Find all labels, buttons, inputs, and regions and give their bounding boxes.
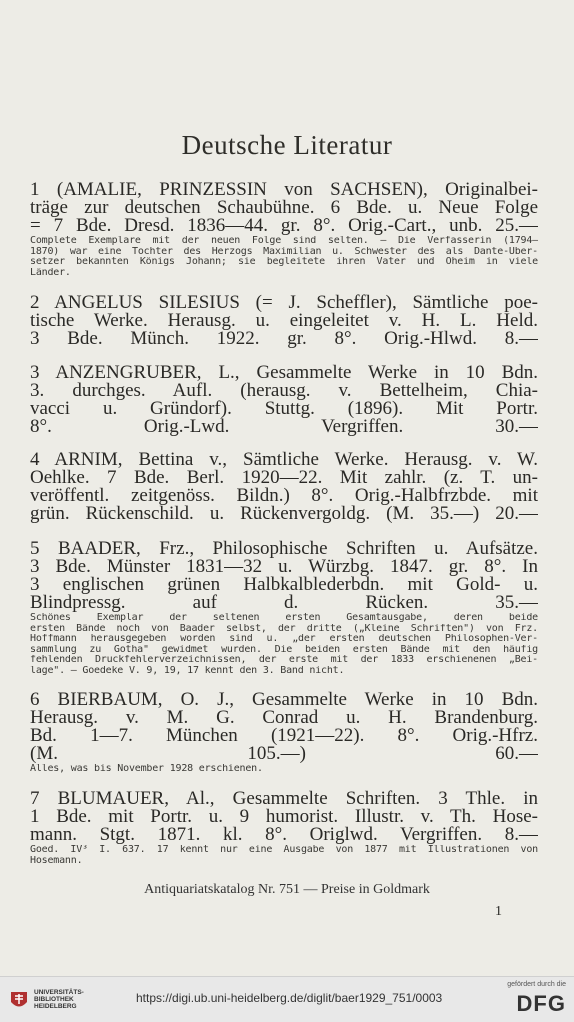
entry-note-line: fehlenden Druckfehlerverzeichnissen, der erste mit der 1833 erschienenen „Bei- <box>30 655 538 665</box>
entry-note-line: Schönes Exemplar der seltenen ersten Gesamtausgabe, deren beide <box>30 613 538 623</box>
entry-note-line: sammlung zu Gotha" gewidmet wurden. Die beiden ersten Bände mit den häufig <box>30 644 538 655</box>
entry-3 <box>30 364 538 436</box>
entry-line: Bd. 1—7. München (1921—22). 8°. Orig.-Hfrz. <box>30 727 538 745</box>
library-logo-text <box>34 989 84 1010</box>
entry-line: Oehlke. 7 Bde. Berl. 1920—22. Mit zahlr. (z. T. un- <box>30 469 538 487</box>
library-crest-icon <box>8 988 30 1012</box>
entry-line: Herausg. v. M. G. Conrad u. H. Brandenburg. <box>30 709 538 727</box>
entry-line: 1 Bde. mit Portr. u. 9 humorist. Illustr. v. Th. Hose- <box>30 808 538 826</box>
entry-line: = 7 Bde. Dresd. 1836—44. gr. 8°. Orig.-Cart., unb. 25.— <box>30 217 538 235</box>
logo-text-line: UNIVERSITÄTS- <box>34 989 84 996</box>
entry-line: 2 ANGELUS SILESIUS (= J. Scheffler), Sämtliche poe- <box>30 294 538 312</box>
entry-note-line: ersten Bände noch von Baader selbst, der dritte („Kleine Schriften") von Frz. <box>30 623 538 634</box>
entry-5 <box>30 540 538 676</box>
page-number: 1 <box>495 904 502 919</box>
entry-6 <box>30 691 538 775</box>
entry-line: 3 Bde. Münster 1831—32 u. Würzbg. 1847. gr. 8°. In <box>30 558 538 576</box>
entry-line: (M. 105.—) 60.— <box>30 745 538 763</box>
entry-note-line: Goed. IV³ I. 637. 17 kennt nur eine Ausgabe von 1877 mit Illustrationen von <box>30 845 538 855</box>
entry-note-line: Alles, was bis November 1928 erschienen. <box>30 764 263 774</box>
library-logo[interactable] <box>8 986 118 1014</box>
entry-line: mann. Stgt. 1871. kl. 8°. Origlwd. Vergriffen. 8.— <box>30 826 538 844</box>
entry-note-line: Complete Exemplare mit der neuen Folge sind selten. — Die Verfasserin (1794— <box>30 236 538 246</box>
entry-line: 3 ANZENGRUBER, L., Gesammelte Werke in 10 Bdn. <box>30 364 538 382</box>
permalink-url[interactable]: https://digi.ub.uni-heidelberg.de/diglit/baer1929_751/0003 <box>136 991 443 1005</box>
entry-line: veröffentl. zeitgenöss. Bildn.) 8°. Orig.-Halbfrzbde. mit <box>30 487 538 505</box>
entry-line: 3 englischen grünen Halbkalblederbdn. mit Gold- u. <box>30 576 538 594</box>
entry-line: 4 ARNIM, Bettina v., Sämtliche Werke. Herausg. v. W. <box>30 451 538 469</box>
entry-line: tische Werke. Herausg. u. eingeleitet v. H. L. Held. <box>30 312 538 330</box>
entry-note-line: Länder. <box>30 267 71 278</box>
entry-line: 6 BIERBAUM, O. J., Gesammelte Werke in 10 Bdn. <box>30 691 538 709</box>
entry-line: 1 (AMALIE, PRINZESSIN von SACHSEN), Originalbei- <box>30 181 538 199</box>
entry-note-line: setzer bekannten Königs Johann; sie begleitete ihren Vater und Oheim in viele <box>30 257 538 267</box>
entry-1 <box>30 181 538 278</box>
entry-line: 8°. Orig.-Lwd. Vergriffen. 30.— <box>30 418 538 436</box>
entry-7 <box>30 790 538 866</box>
entry-line: 3. durchges. Aufl. (herausg. v. Bettelheim, Chia- <box>30 382 538 400</box>
entry-note-line: 1870) war eine Tochter des Herzogs Maximilian u. Schwester des als Dante-Über- <box>30 246 538 257</box>
entry-4 <box>30 451 538 523</box>
entry-line: vacci u. Gründorf). Stuttg. (1896). Mit Portr. <box>30 400 538 418</box>
entry-line: 7 BLUMAUER, Al., Gesammelte Schriften. 3 Thle. in <box>30 790 538 808</box>
entry-note-line: Hosemann. <box>30 855 83 866</box>
page-title: Deutsche Literatur <box>181 130 393 160</box>
entry-line: träge zur deutschen Schaubühne. 6 Bde. u. Neue Folge <box>30 199 538 217</box>
entry-line: Blindpressg. auf d. Rücken. 35.— <box>30 594 538 612</box>
entry-line: 3 Bde. Münch. 1922. gr. 8°. Orig.-Hlwd. 8.— <box>30 330 538 348</box>
entry-note-line: lage". — Goedeke V. 9, 19, 17 kennt den 3. Band nicht. <box>30 665 345 676</box>
entry-2 <box>30 294 538 348</box>
logo-text-line: BIBLIOTHEK <box>34 996 74 1003</box>
entry-line: 5 BAADER, Frz., Philosophische Schriften u. Aufsätze. <box>30 540 538 558</box>
entry-note-line: Hoffmann herausgegeben worden sind u. „der ersten deutschen Philosophen-Ver- <box>30 634 538 644</box>
viewer-bottom-bar <box>0 976 574 1022</box>
funding-label: gefördert durch die <box>507 981 566 988</box>
dfg-logo[interactable]: DFG <box>516 991 566 1016</box>
entry-line: grün. Rückenschild. u. Rückenvergoldg. (M. 35.—) 20.— <box>30 505 538 523</box>
logo-text-line: HEIDELBERG <box>34 1003 77 1010</box>
catalog-footer: Antiquariatskatalog Nr. 751 — Preise in Goldmark <box>144 882 430 897</box>
